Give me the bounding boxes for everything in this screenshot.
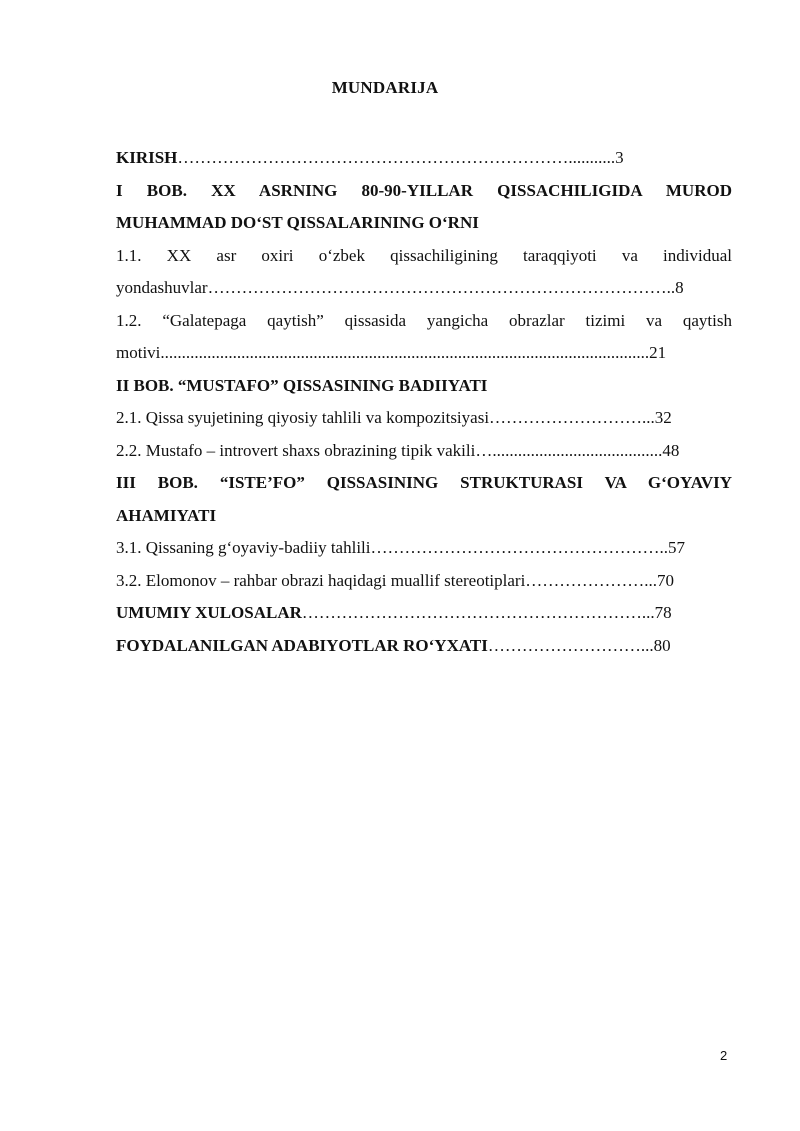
toc-chapter-3-line-2: AHAMIYATI bbox=[116, 505, 217, 525]
toc-page-number: 78 bbox=[654, 603, 672, 622]
toc-chapter-2: II BOB. “MUSTAFO” QISSASINING BADIIYATI bbox=[116, 375, 488, 395]
toc-label: UMUMIY XULOSALAR bbox=[116, 603, 302, 622]
toc-section-3-1 bbox=[116, 532, 732, 565]
toc-chapter-1-line-1: I BOB. XX ASRNING 80-90-YILLAR QISSACHILIGIDA MUROD bbox=[116, 180, 732, 200]
toc-entry-kirish bbox=[116, 142, 732, 175]
toc-leader: ………………………... bbox=[489, 408, 655, 427]
toc-section-3-2 bbox=[116, 565, 732, 598]
toc-leader: ………………………... bbox=[487, 635, 654, 655]
toc-section-1-1-line-2 bbox=[116, 272, 732, 305]
toc-entry-xulosalar bbox=[116, 597, 732, 630]
toc-section-1-2-line-1: 1.2. “Galatepaga qaytish” qissasida yangicha obrazlar tizimi va qaytish bbox=[116, 310, 732, 330]
toc-page-number: 80 bbox=[653, 635, 671, 655]
toc-leader: ……………………………………………………………........... bbox=[177, 148, 616, 167]
toc-section-2-2 bbox=[116, 435, 732, 468]
toc-page-number: 48 bbox=[662, 440, 680, 460]
toc-label: KIRISH bbox=[116, 148, 178, 167]
toc-chapter-1-line-2: MUHAMMAD DO‘ST QISSALARINING O‘RNI bbox=[116, 213, 479, 232]
toc-page-number: 8 bbox=[675, 278, 684, 297]
toc-label: 2.2. Mustafo – introvert shaxs obrazining tipik vakili bbox=[116, 440, 476, 460]
toc-label: motivi bbox=[116, 343, 161, 362]
toc-leader: ……………………………………………………... bbox=[301, 603, 655, 622]
toc-page-number: 57 bbox=[668, 538, 685, 557]
toc-section-1-1-line-1: 1.1. XX asr oxiri o‘zbek qissachiligining taraqqiyoti va individual bbox=[116, 245, 732, 265]
toc-leader: …………………………………………….. bbox=[370, 538, 668, 557]
page-number: 2 bbox=[720, 1048, 728, 1063]
toc-leader: …………………... bbox=[525, 570, 658, 590]
toc-section-2-1 bbox=[116, 402, 732, 435]
toc-page-number: 21 bbox=[649, 343, 667, 362]
toc-chapter-3-line-1: III BOB. “ISTE’FO” QISSASINING STRUKTURASI VA G‘OYAVIY bbox=[116, 473, 732, 492]
toc-label: 3.2. Elomonov – rahbar obrazi haqidagi muallif stereotiplari bbox=[116, 570, 526, 590]
toc-section-1-2-line-2 bbox=[116, 337, 732, 370]
toc-page-number: 3 bbox=[615, 148, 624, 167]
toc-label: yondashuvlar bbox=[116, 278, 208, 297]
toc-entry-adabiyotlar bbox=[116, 630, 732, 663]
toc-page-number: 32 bbox=[654, 408, 672, 427]
page-title: MUNDARIJA bbox=[331, 78, 439, 97]
toc-leader: ................................................................................................................... bbox=[160, 343, 650, 362]
toc-label: 3.1. Qissaning g‘oyaviy-badiiy tahlili bbox=[116, 538, 371, 557]
toc-leader: ……………………………………………………………………….. bbox=[207, 278, 676, 297]
toc-label: FOYDALANILGAN ADABIYOTLAR RO‘YXATI bbox=[116, 635, 488, 655]
table-of-contents bbox=[116, 142, 732, 662]
toc-leader: …........................................ bbox=[475, 440, 663, 460]
toc-page-number: 70 bbox=[657, 570, 675, 590]
toc-label: 2.1. Qissa syujetining qiyosiy tahlili va kompozitsiyasi bbox=[116, 408, 490, 427]
